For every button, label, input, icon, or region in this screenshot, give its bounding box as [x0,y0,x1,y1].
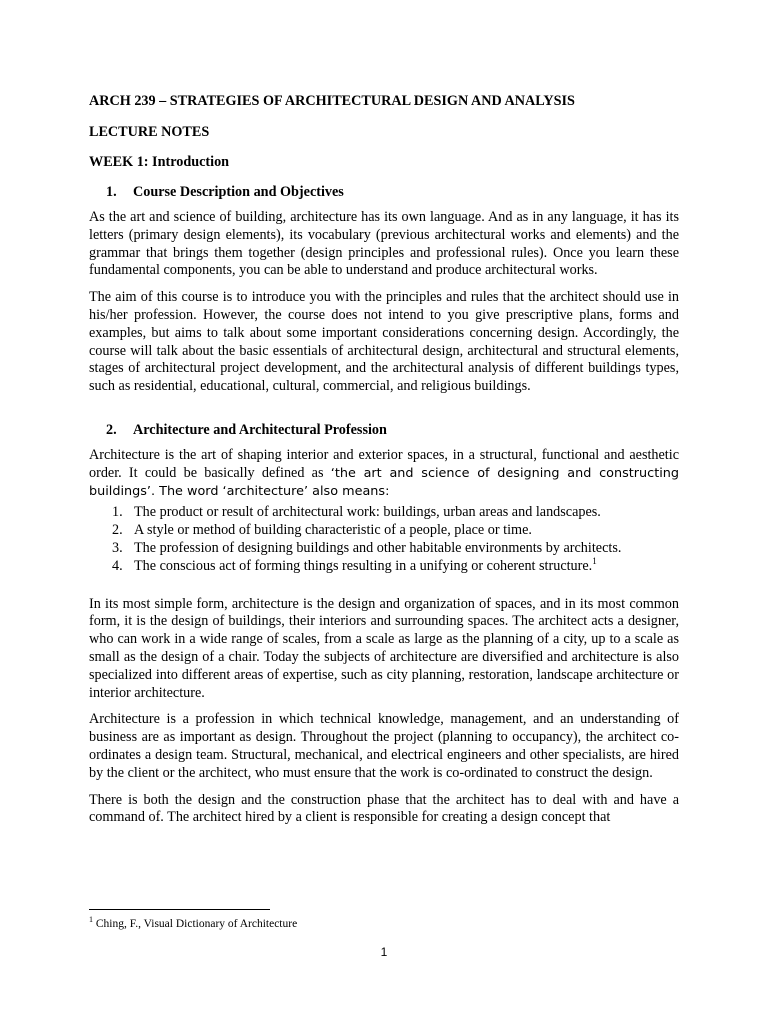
course-title: ARCH 239 – STRATEGIES OF ARCHITECTURAL DESIGN AND ANALYSIS [89,93,575,109]
footnote [89,916,297,932]
section2-paragraph: Architecture is a profession in which technical knowledge, management, and an understanding of business are as important as design. Throughout the project (planning to occupancy), the architect co-ordinates a design team. Structural, mechanical, and electrical engineers and other specialists, are hired by the client or the architect, who must ensure that the work is co-ordinated to construct the design. [89,711,679,781]
footnote-mark: 1 [89,915,93,924]
list-item: 2. A style or method of building characteristic of a people, place or time. [112,522,532,539]
section1-number: 1. [106,184,117,200]
section2-intro [89,447,679,500]
section2-paragraph: There is both the design and the construction phase that the architect has to deal with and have a command of. The architect hired by a client is responsible for creating a design concept that [89,791,679,826]
list-item: 4. The conscious act of forming things resulting in a unifying or coherent structure.$^1$ [112,555,597,574]
section1-paragraph: As the art and science of building, architecture has its own language. And as in any language, it has its letters (primary design elements), its vocabulary (previous architectural works and elements) and the grammar that brings them together (design principles and professional rules). Once you learn these fundamental components, you can be able to understand and produce architectural works. [89,209,679,279]
page-content [89,92,679,836]
week-heading: WEEK 1: Introduction [89,154,230,170]
section1-paragraph: The aim of this course is to introduce you with the principles and rules that the architect should use in his/her profession. However, the course does not intend to you give prescriptive plans, forms and examples, but aims to talk about some important considerations concerning design. Accordingly, the course will talk about the basic essentials of architectural design, architectural and structural elements, stages of architectural project development, and the architectural analysis of different buildings types, such as residential, educational, cultural, commercial, and religious buildings. [89,289,679,395]
footnote-text: Ching, F., Visual Dictionary of Architecture [95,918,298,930]
section2-paragraph: In its most simple form, architecture is the design and organization of spaces, and in its most common form, it is the design of buildings, their interiors and surrounding spaces. The architect acts a designer, who can work in a wide range of scales, from a scale as large as the planning of a city, up to a scale as small as the design of a chair. Today the subjects of architecture are diversified and architecture is also specialized into different areas of expertise, such as city planning, restoration, landscape architecture or interior architecture. [89,595,679,701]
page-number: 1 [380,945,388,959]
section2-number: 2. [106,421,117,438]
section2-title: Architecture and Architectural Profession [133,421,387,438]
list-item: 3. The profession of designing buildings and other habitable environments by architects. [112,539,622,556]
list-item: 1. The product or result of architectural work: buildings, urban areas and landscapes. [112,504,601,521]
architecture-meanings-list [89,504,679,575]
section2-intro-definition: ‘the art and science of designing and constructing buildings’. The word ‘architecture’ also means: [89,465,680,499]
section1-heading [89,183,679,201]
spacer [89,588,679,596]
footnote-separator [89,909,270,910]
spacer [89,405,679,421]
lecture-notes-heading: LECTURE NOTES [89,124,210,140]
section2-intro-main: Architecture is the art of shaping interior and exterior spaces, in a structural, functional and aesthetic order. It could be basically defined as [89,446,679,481]
section2-heading [89,421,679,439]
footnote-reference[interactable]: 1 [592,555,597,566]
section1-title: Course Description and Objectives [133,184,344,200]
